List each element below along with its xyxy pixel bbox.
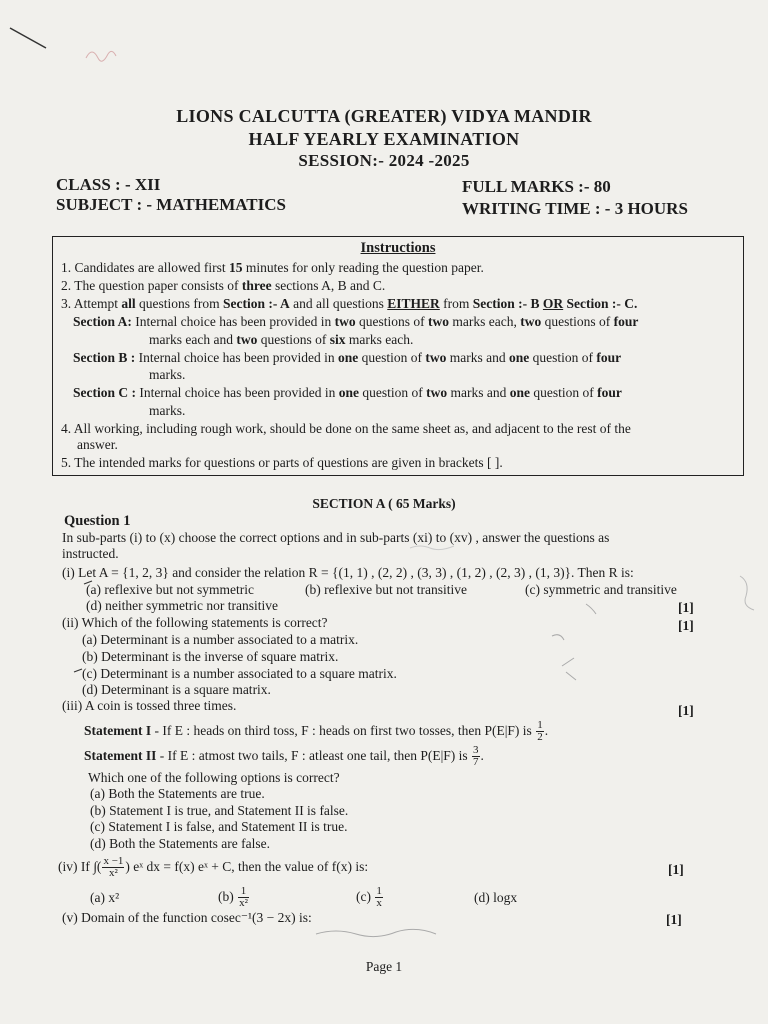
- q1-i-option-b: (b) reflexive but not transitive: [305, 582, 467, 597]
- fraction: $\frac{1}{\text{x²}}$: [239, 885, 248, 910]
- q1-iv-marks: [1]: [668, 862, 684, 877]
- q1-iv-stem: (iv) If ∫( $\frac{x -1}{\text{x²}}$ ) eˣ dx = f(x) eˣ + C, then the value of f(x) is:: [58, 855, 369, 880]
- instruction-section-b: Section B : Internal choice has been provided in one question of two marks and one question of four: [73, 350, 622, 365]
- q1-ii-option-d: (d) Determinant is a square matrix.: [82, 682, 271, 697]
- q1-iv-option-a: (a) x²: [90, 890, 120, 905]
- q1-iii-option-b: (b) Statement I is true, and Statement II is false.: [90, 803, 349, 818]
- q1-ii-option-a: (a) Determinant is a number associated to a matrix.: [82, 632, 359, 647]
- q1-iii-option-c: (c) Statement I is false, and Statement II is true.: [90, 819, 348, 834]
- q1-iv-option-b: (b) $\frac{1}{\text{x²}}$: [218, 885, 248, 910]
- q1-iii-marks: [1]: [678, 703, 694, 718]
- q1-ii-stem: (ii) Which of the following statements is correct?: [62, 615, 328, 630]
- full-marks-label: FULL MARKS :- 80: [462, 177, 611, 196]
- q1-i-option-d: (d) neither symmetric nor transitive: [86, 598, 278, 613]
- question-1-intro-cont: instructed.: [62, 546, 119, 561]
- instruction-section-b-cont: marks.: [149, 367, 186, 382]
- fraction: $\frac{1}{2}$: [537, 719, 543, 744]
- instructions-title: Instructions: [360, 240, 436, 256]
- instruction-4: 4. All working, including rough work, should be done on the same sheet as, and adjacent to the rest of the: [61, 421, 631, 436]
- instruction-4-cont: answer.: [77, 437, 118, 452]
- exam-title: HALF YEARLY EXAMINATION: [248, 129, 520, 149]
- instruction-section-c-cont: marks.: [149, 403, 186, 418]
- instruction-2: 2. The question paper consists of three sections A, B and C.: [61, 278, 386, 293]
- fraction: $\frac{1}{x}$: [376, 885, 382, 910]
- q1-v-marks: [1]: [666, 912, 682, 927]
- fraction: $\frac{x -1}{\text{x²}}$: [103, 855, 124, 880]
- instruction-section-a: Section A: Internal choice has been provided in two questions of two marks each, two questions of four: [73, 314, 639, 329]
- instructions-box: [52, 236, 744, 476]
- q1-iii-statement-1: Statement I - If E : heads on third toss, F : heads on first two tosses, then P(E|F) is $\frac{1}{2}$ .: [84, 719, 549, 744]
- q1-iii-option-a: (a) Both the Statements are true.: [90, 786, 265, 801]
- question-1-intro: In sub-parts (i) to (x) choose the correct options and in sub-parts (xi) to (xv) , answer the questions as: [62, 530, 610, 545]
- instruction-1: 1. Candidates are allowed first 15 minutes for only reading the question paper.: [61, 260, 484, 275]
- q1-iv-option-d: (d) logx: [474, 890, 518, 905]
- q1-i-option-c: (c) symmetric and transitive: [525, 582, 677, 597]
- q1-iii-statement-2: Statement II - If E : atmost two tails, F : atleast one tail, then P(E|F) is $\frac{3}{7}$ .: [84, 744, 484, 769]
- instruction-section-c: Section C : Internal choice has been provided in one question of two marks and one question of four: [73, 385, 622, 400]
- session-text: SESSION:- 2024 -2025: [298, 151, 470, 170]
- q1-iii-stem: (iii) A coin is tossed three times.: [62, 698, 237, 713]
- q1-ii-option-c: (c) Determinant is a number associated to a square matrix.: [82, 666, 397, 681]
- subject-label: SUBJECT : - MATHEMATICS: [56, 195, 286, 214]
- q1-v-stem: (v) Domain of the function cosec⁻¹(3 − 2x) is:: [62, 910, 312, 925]
- section-a-title: SECTION A ( 65 Marks): [312, 496, 456, 511]
- q1-iv-option-c: (c) $\frac{1}{x}$: [356, 885, 382, 910]
- instruction-3: 3. Attempt all questions from Section :- A and all questions EITHER from Section :- B OR Section :- C.: [61, 296, 638, 311]
- writing-time-label: WRITING TIME : - 3 HOURS: [462, 199, 688, 218]
- q1-iii-option-d: (d) Both the Statements are false.: [90, 836, 270, 851]
- page-number: Page 1: [365, 959, 403, 974]
- q1-ii-marks: [1]: [678, 618, 694, 633]
- question-1-title: Question 1: [64, 513, 131, 529]
- class-label: CLASS : - XII: [56, 175, 161, 194]
- q1-i-option-a: (a) reflexive but not symmetric: [86, 582, 254, 597]
- fraction: $\frac{3}{7}$: [473, 744, 479, 769]
- q1-iii-ask: Which one of the following options is correct?: [88, 770, 340, 785]
- instruction-section-a-cont: marks each and two questions of six marks each.: [149, 332, 414, 347]
- q1-i-marks: [1]: [678, 600, 694, 615]
- q1-ii-option-b: (b) Determinant is the inverse of square matrix.: [82, 649, 339, 664]
- q1-i-stem: (i) Let A = {1, 2, 3} and consider the relation R = {(1, 1) , (2, 2) , (3, 3) , (1, 2) , (2, 3) , (1, 3)}. Then R is:: [62, 565, 634, 580]
- instruction-5: 5. The intended marks for questions or parts of questions are given in brackets [ ].: [61, 455, 503, 470]
- school-name: LIONS CALCUTTA (GREATER) VIDYA MANDIR: [176, 106, 592, 126]
